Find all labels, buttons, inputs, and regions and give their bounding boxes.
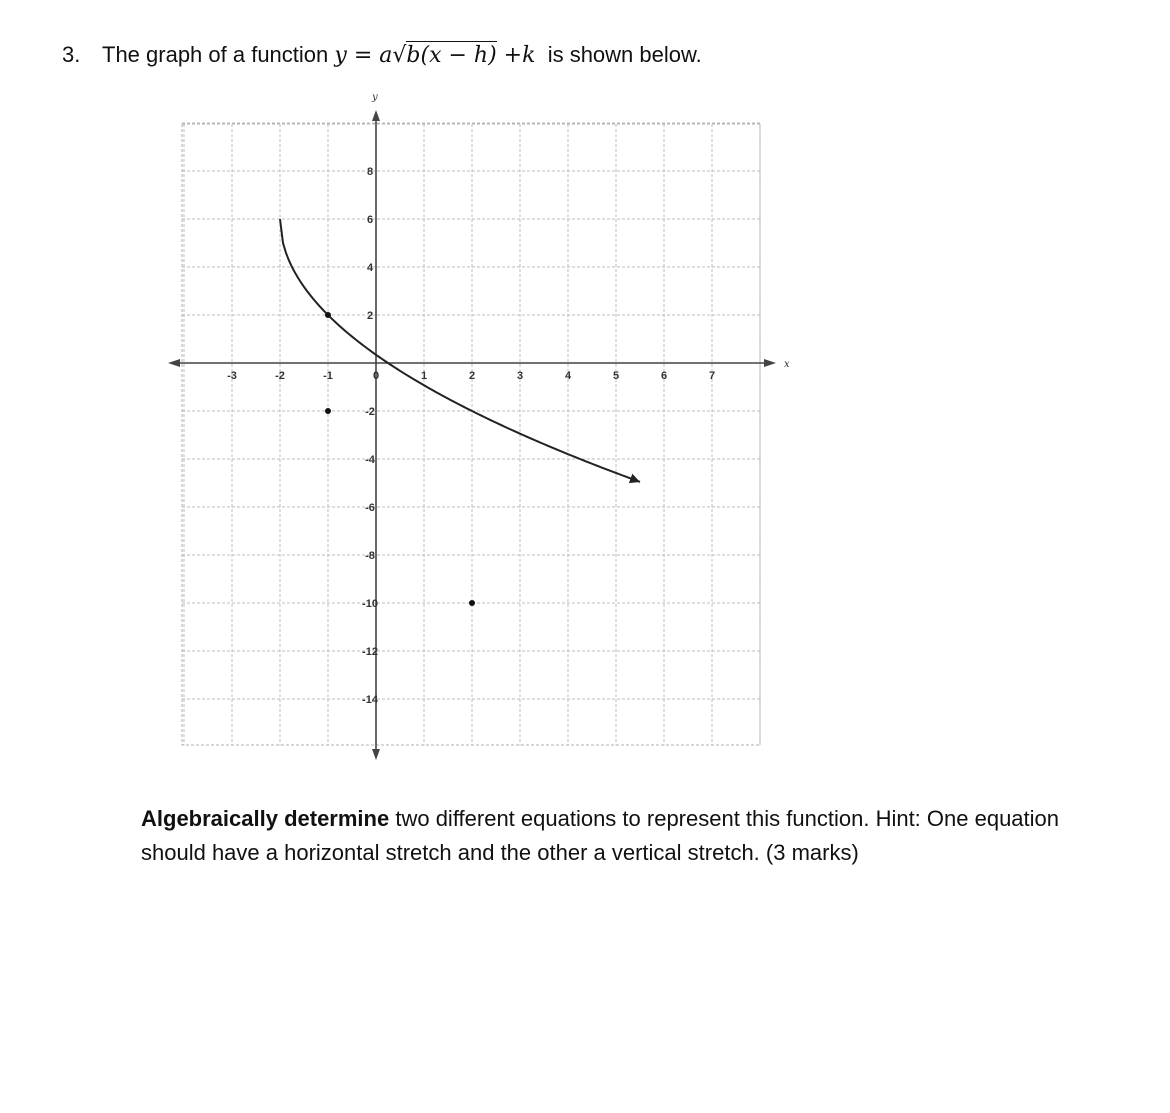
y-tick-label: 8 — [366, 166, 374, 178]
axes — [168, 92, 790, 760]
question-number: 3. — [62, 42, 81, 67]
x-tick-label: 1 — [420, 370, 428, 382]
x-tick-label: 4 — [564, 370, 572, 382]
y-axis-label: y — [372, 92, 378, 103]
y-axis-down-arrow-icon — [372, 749, 380, 760]
marked-point — [469, 600, 475, 606]
x-tick-label: -1 — [323, 370, 333, 382]
x-axis-label: x — [784, 359, 790, 370]
y-tick-label: -6 — [365, 502, 375, 514]
y-tick-label: 4 — [366, 262, 374, 274]
instructions-bold: Algebraically determine — [141, 806, 390, 831]
tick-labels — [227, 166, 715, 706]
function-formula — [334, 41, 535, 68]
formula-radicand: b(x − h) — [406, 43, 497, 68]
grid-border — [182, 124, 760, 745]
grid-lines — [182, 123, 760, 745]
formula-k: k — [522, 43, 536, 68]
x-tick-label: 7 — [708, 370, 716, 382]
y-tick-label: -14 — [362, 694, 378, 706]
marked-point — [325, 408, 331, 414]
x-tick-label: 3 — [516, 370, 524, 382]
y-axis-up-arrow-icon — [372, 110, 380, 121]
instructions — [141, 802, 1101, 870]
formula-equals: = — [353, 43, 373, 68]
marked-point — [325, 312, 331, 318]
x-axis-right-arrow-icon — [764, 359, 776, 367]
y-tick-label: -2 — [365, 406, 375, 418]
x-tick-label: 6 — [660, 370, 668, 382]
question-line — [62, 40, 702, 71]
y-tick-label: -10 — [362, 598, 378, 610]
radical-sign-icon: √ — [392, 43, 407, 68]
x-tick-label: -2 — [275, 370, 285, 382]
y-tick-label: -8 — [365, 550, 375, 562]
function-curve-group — [280, 219, 640, 483]
instructions-text: two different equations to represent this function. Hint: One equation should have a horizontal stretch and the other a vertical stretch. (3 marks) — [141, 806, 1060, 865]
function-curve — [280, 219, 640, 482]
formula-plus: + — [503, 43, 523, 68]
x-axis-left-arrow-icon — [168, 359, 180, 367]
x-tick-label: 0 — [372, 370, 380, 382]
y-tick-label: 2 — [366, 310, 374, 322]
y-tick-label: 6 — [366, 214, 374, 226]
question-prefix: The graph of a function — [102, 42, 329, 67]
formula-a: a — [379, 43, 393, 68]
y-tick-label: -12 — [362, 646, 378, 658]
x-tick-label: 2 — [468, 370, 476, 382]
x-tick-label: 5 — [612, 370, 620, 382]
x-tick-label: -3 — [227, 370, 237, 382]
question-suffix: is shown below. — [547, 42, 702, 67]
y-tick-label: -4 — [365, 454, 375, 466]
formula-y: y — [334, 43, 347, 68]
